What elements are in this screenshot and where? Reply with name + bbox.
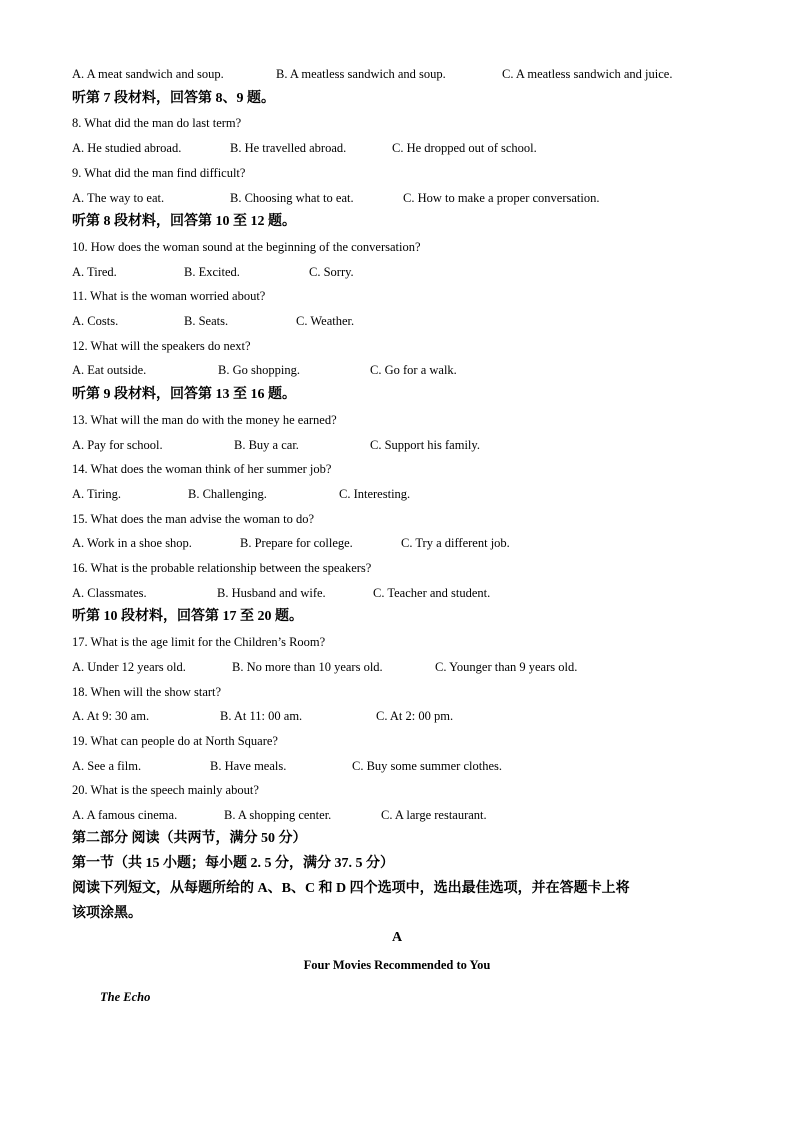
question-17: 17. What is the age limit for the Children’s Room? [72,635,326,649]
q20-option-a: A. A famous cinema. [72,808,178,822]
question-15: 15. What does the man advise the woman to do? [72,512,315,526]
q8-option-b: B. He travelled abroad. [230,141,347,155]
question-8: 8. What did the man do last term? [72,116,242,130]
q15-option-b: B. Prepare for college. [240,536,353,550]
q19-option-c: C. Buy some summer clothes. [352,759,502,773]
q10-option-a: A. Tired. [72,265,117,279]
passage-letter: A [391,930,403,945]
q11-option-b: B. Seats. [184,314,229,328]
section-one-heading: 第一节（共 15 小题；每小题 2. 5 分，满分 37. 5 分） [72,856,394,871]
section-heading-8: 听第 8 段材料，回答第 10 至 12 题。 [72,214,296,229]
q18-option-c: C. At 2: 00 pm. [376,709,454,723]
q10-option-c: C. Sorry. [309,265,354,279]
instructions-line-2: 该项涂黑。 [72,906,142,921]
q17-option-a: A. Under 12 years old. [72,660,186,674]
question-13: 13. What will the man do with the money he earned? [72,413,337,427]
q8-option-c: C. He dropped out of school. [392,141,537,155]
q11-option-c: C. Weather. [296,314,355,328]
q14-option-c: C. Interesting. [339,487,411,501]
q9-option-a: A. The way to eat. [72,191,165,205]
q9-option-b: B. Choosing what to eat. [230,191,354,205]
q7-option-b: B. A meatless sandwich and soup. [276,67,446,81]
q18-option-a: A. At 9: 30 am. [72,709,150,723]
q17-option-b: B. No more than 10 years old. [232,660,383,674]
question-20: 20. What is the speech mainly about? [72,783,259,797]
q15-option-a: A. Work in a shoe shop. [72,536,192,550]
q12-option-b: B. Go shopping. [218,363,300,377]
q18-option-b: B. At 11: 00 am. [220,709,303,723]
q20-option-c: C. A large restaurant. [381,808,487,822]
q13-option-c: C. Support his family. [370,438,480,452]
q19-option-a: A. See a film. [72,759,142,773]
q16-option-a: A. Classmates. [72,586,147,600]
passage-title: Four Movies Recommended to You [303,958,491,972]
question-11: 11. What is the woman worried about? [72,289,266,303]
q15-option-c: C. Try a different job. [401,536,510,550]
q13-option-a: A. Pay for school. [72,438,163,452]
question-9: 9. What did the man find difficult? [72,166,246,180]
q14-option-b: B. Challenging. [188,487,267,501]
section-heading-7: 听第 7 段材料，回答第 8、9 题。 [72,91,275,106]
q12-option-c: C. Go for a walk. [370,363,457,377]
q20-option-b: B. A shopping center. [224,808,332,822]
q14-option-a: A. Tiring. [72,487,121,501]
q16-option-c: C. Teacher and student. [373,586,491,600]
question-10: 10. How does the woman sound at the beginning of the conversation? [72,240,421,254]
question-14: 14. What does the woman think of her summer job? [72,462,332,476]
section-heading-10: 听第 10 段材料，回答第 17 至 20 题。 [72,609,303,624]
q13-option-b: B. Buy a car. [234,438,299,452]
question-16: 16. What is the probable relationship between the speakers? [72,561,372,575]
section-heading-9: 听第 9 段材料，回答第 13 至 16 题。 [72,387,296,402]
question-18: 18. When will the show start? [72,685,222,699]
instructions-line-1: 阅读下列短文，从每题所给的 A、B、C 和 D 四个选项中，选出最佳选项，并在答题卡上将 [72,881,630,896]
q10-option-b: B. Excited. [184,265,240,279]
q7-option-a: A. A meat sandwich and soup. [72,67,224,81]
q7-option-c: C. A meatless sandwich and juice. [502,67,673,81]
q12-option-a: A. Eat outside. [72,363,147,377]
q16-option-b: B. Husband and wife. [217,586,326,600]
part-two-heading: 第二部分 阅读（共两节，满分 50 分） [72,831,307,846]
movie-title-the-echo: The Echo [100,990,151,1004]
q17-option-c: C. Younger than 9 years old. [435,660,578,674]
q8-option-a: A. He studied abroad. [72,141,182,155]
question-19: 19. What can people do at North Square? [72,734,278,748]
q19-option-b: B. Have meals. [210,759,287,773]
question-12: 12. What will the speakers do next? [72,339,251,353]
q9-option-c: C. How to make a proper conversation. [403,191,600,205]
q11-option-a: A. Costs. [72,314,119,328]
